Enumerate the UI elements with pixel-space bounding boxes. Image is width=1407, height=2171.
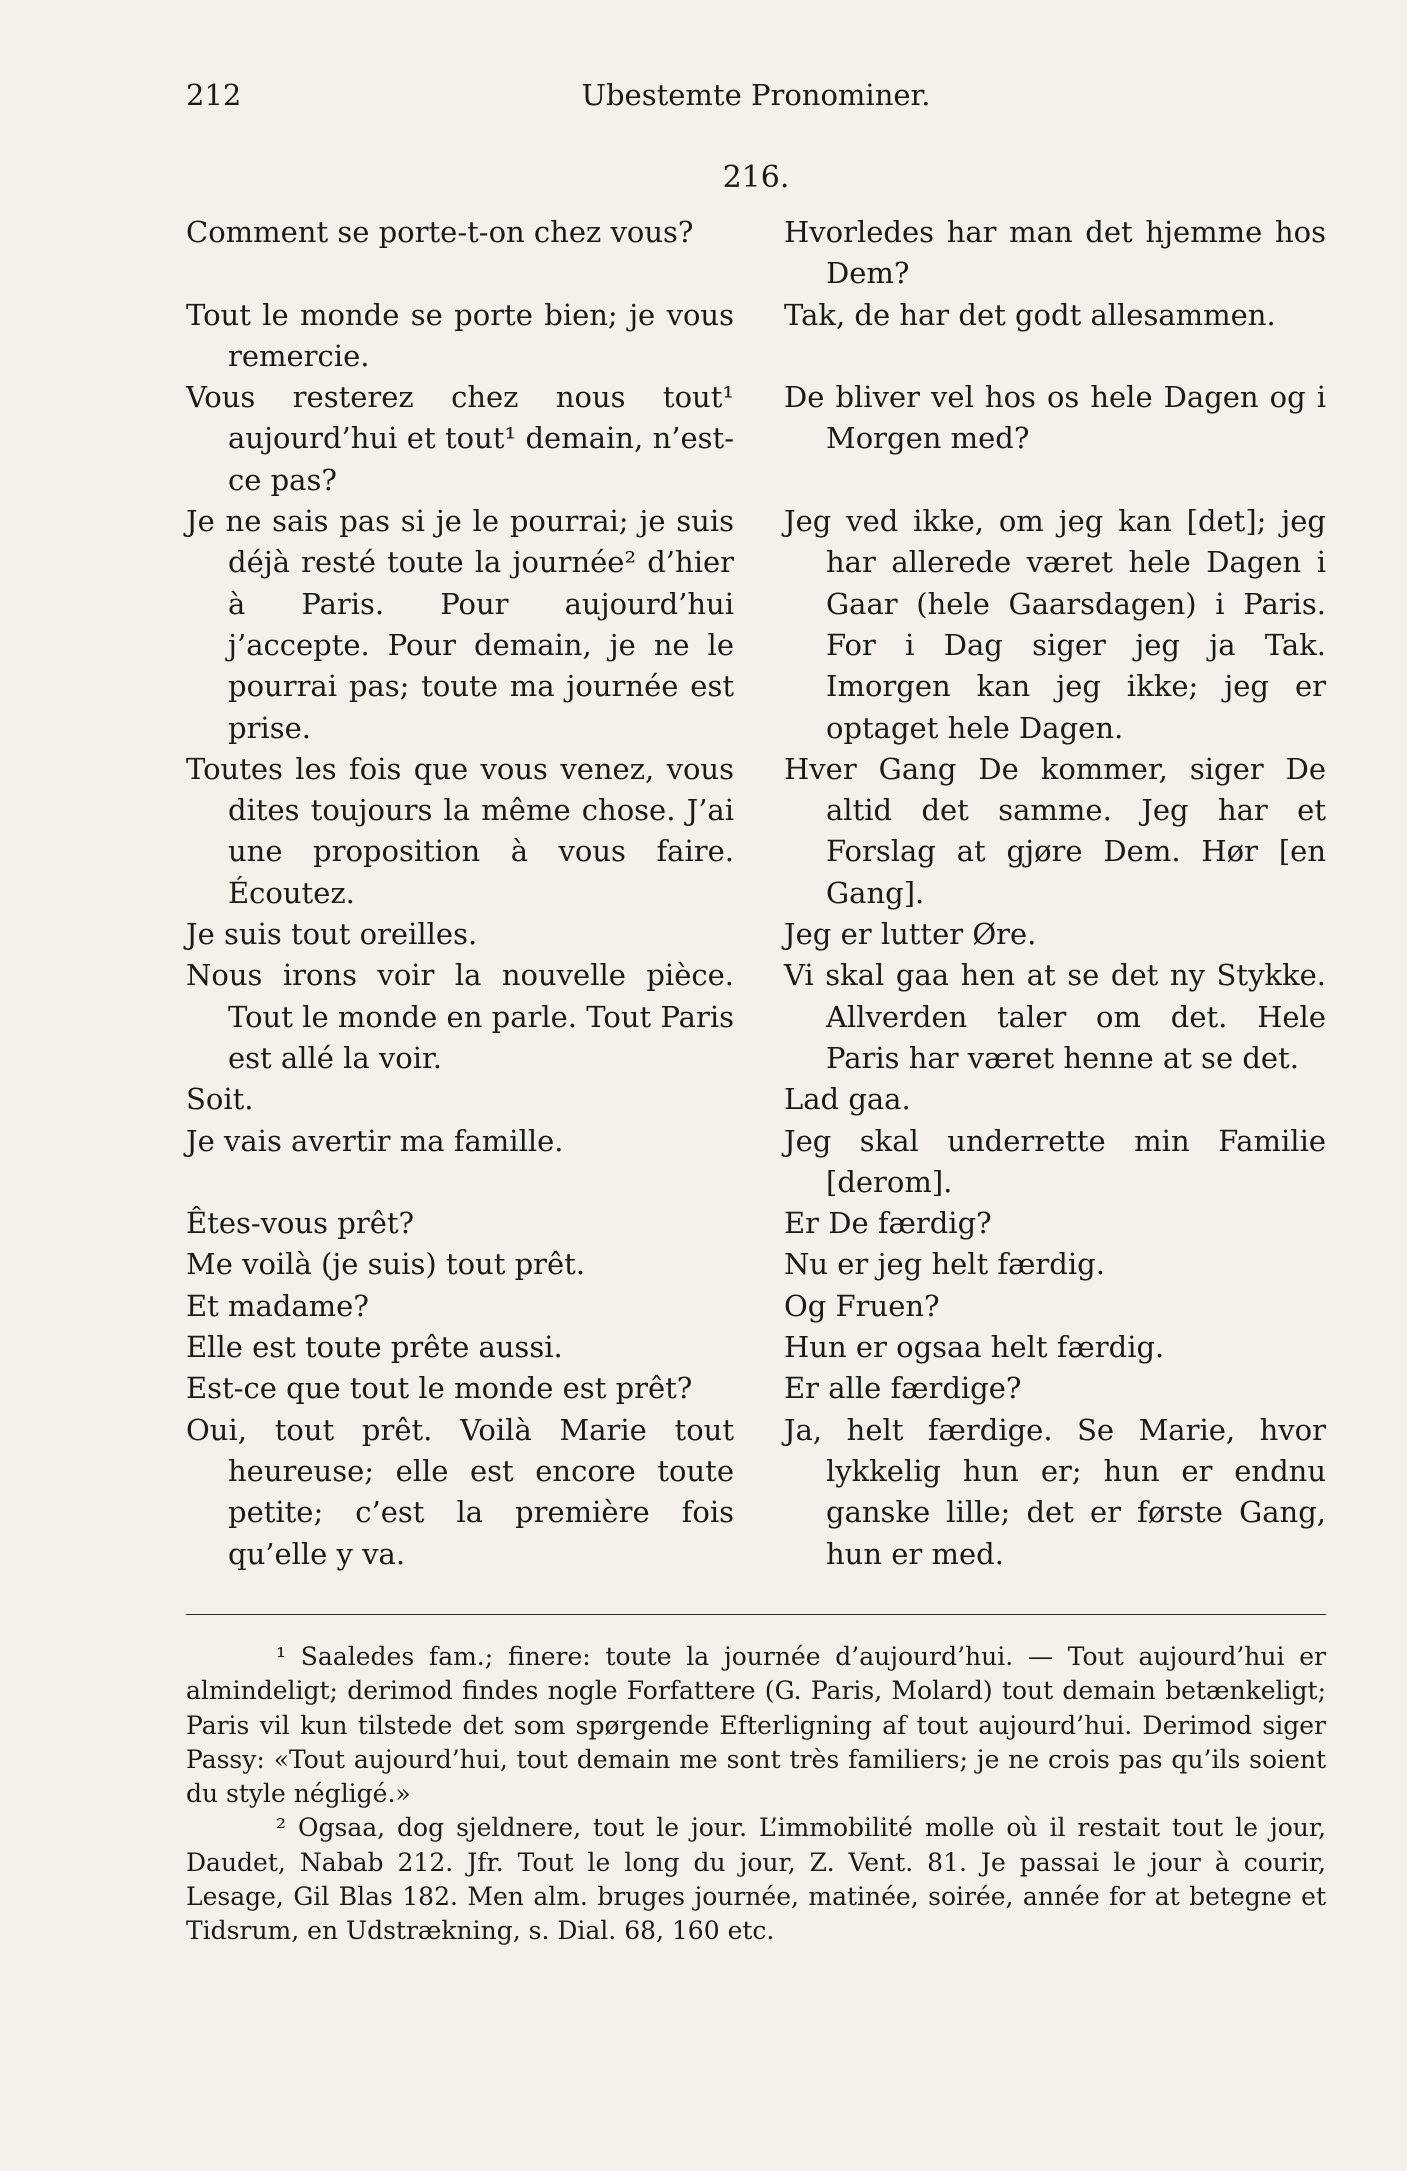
footnote: ² Ogsaa, dog sjeldnere, tout le jour. L’immobilité molle où il restait tout le jour, Daudet, Nabab 212. Jfr. Tout le long du jour, Z. Vent. 81. Je passai le jour à courir, Lesage, Gil Blas 182. Men alm. bruges journée, matinée, soirée, année for at betegne et Tidsrum, en Udstrækning, s. Dial. 68, 160 etc. — [186, 1813, 1326, 1946]
french-line: Comment se porte-t-on chez vous? — [186, 215, 694, 249]
french-column — [186, 212, 734, 1575]
paragraph-gap — [784, 336, 1326, 377]
french-line: Me voilà (je suis) tout prêt. — [186, 1247, 586, 1282]
french-line: Je suis tout oreilles. — [186, 917, 478, 952]
danish-column — [784, 212, 1326, 1575]
danish-line: Hvorledes har man det hjemme hos Dem? — [784, 215, 1326, 291]
footnotes — [186, 1640, 1326, 1949]
french-line: Toutes les fois que vous venez, vous dites toujours la même chose. J’ai une proposition à vous faire. Écoutez. — [186, 751, 734, 910]
paragraph-gap — [784, 460, 1326, 501]
page-number: 212 — [186, 78, 242, 112]
danish-line: Jeg ved ikke, om jeg kan [det]; jeg har allerede været hele Dagen i Gaar (hele Gaarsdagen) i Paris. For i Dag siger jeg ja Tak. Imorgen kan jeg ikke; jeg er optaget hele Dagen. — [784, 504, 1326, 745]
french-line: Est-ce que tout le monde est prêt? — [186, 1371, 693, 1406]
section-number: 216. — [722, 160, 790, 195]
danish-line: Tak, de har det godt allesammen. — [784, 297, 1276, 332]
running-title: Ubestemte Pronominer. — [581, 78, 931, 112]
page-header — [186, 78, 1326, 118]
french-line: Nous irons voir la nouvelle pièce. Tout le monde en parle. Tout Paris est allé la voir. — [186, 958, 734, 1075]
danish-line: Ja, helt færdige. Se Marie, hvor lykkelig hun er; hun er endnu ganske lille; det er første Gang, hun er med. — [784, 1412, 1326, 1571]
french-line: Tout le monde se porte bien; je vous remercie. — [186, 297, 734, 373]
paragraph-gap — [186, 1162, 734, 1203]
french-line: Je ne sais pas si je le pourrai; je suis déjà resté toute la journée² d’hier à Paris. Pour aujourd’hui j’accepte. Pour demain, je ne le pourrai pas; toute ma journée est prise. — [186, 504, 734, 745]
danish-line: Hver Gang De kommer, siger De altid det samme. Jeg har et Forslag at gjøre Dem. Hør [en Gang]. — [784, 751, 1326, 910]
french-line: Elle est toute prête aussi. — [186, 1330, 563, 1365]
footnote: ¹ Saaledes fam.; finere: toute la journée d’aujourd’hui. — Tout aujourd’hui er almindeligt; derimod findes nogle Forfattere (G. Paris, Molard) tout demain betænkeligt; Paris vil kun tilstede det som spørgende Efterligning af tout aujourd’hui. Derimod siger Passy: «Tout aujourd’hui, tout demain me sont très familiers; je ne crois pas qu’ils soient du style négligé.» — [186, 1642, 1326, 1809]
danish-line: Er De færdig? — [784, 1206, 992, 1241]
danish-line: Jeg skal underrette min Familie [derom]. — [784, 1123, 1326, 1199]
footnote-divider — [186, 1614, 1326, 1615]
danish-line: Lad gaa. — [784, 1082, 911, 1117]
danish-line: Og Fruen? — [784, 1288, 940, 1323]
french-line: Soit. — [186, 1082, 254, 1117]
french-line: Oui, tout prêt. Voilà Marie tout heureuse; elle est encore toute petite; c’est la première fois qu’elle y va. — [186, 1412, 734, 1571]
french-line: Vous resterez chez nous tout¹ aujourd’hui et tout¹ demain, n’est-ce pas? — [186, 380, 734, 497]
danish-line: Nu er jeg helt færdig. — [784, 1247, 1105, 1282]
danish-line: Er alle færdige? — [784, 1371, 1022, 1406]
danish-line: Hun er ogsaa helt færdig. — [784, 1330, 1165, 1365]
danish-line: Vi skal gaa hen at se det ny Stykke. Allverden taler om det. Hele Paris har været henne at se det. — [784, 958, 1326, 1075]
french-line: Je vais avertir ma famille. — [186, 1123, 564, 1158]
paragraph-gap — [186, 253, 734, 294]
french-line: Et madame? — [186, 1288, 369, 1323]
danish-line: De bliver vel hos os hele Dagen og i Morgen med? — [784, 380, 1326, 456]
danish-line: Jeg er lutter Øre. — [784, 917, 1037, 952]
french-line: Êtes-vous prêt? — [186, 1206, 415, 1241]
